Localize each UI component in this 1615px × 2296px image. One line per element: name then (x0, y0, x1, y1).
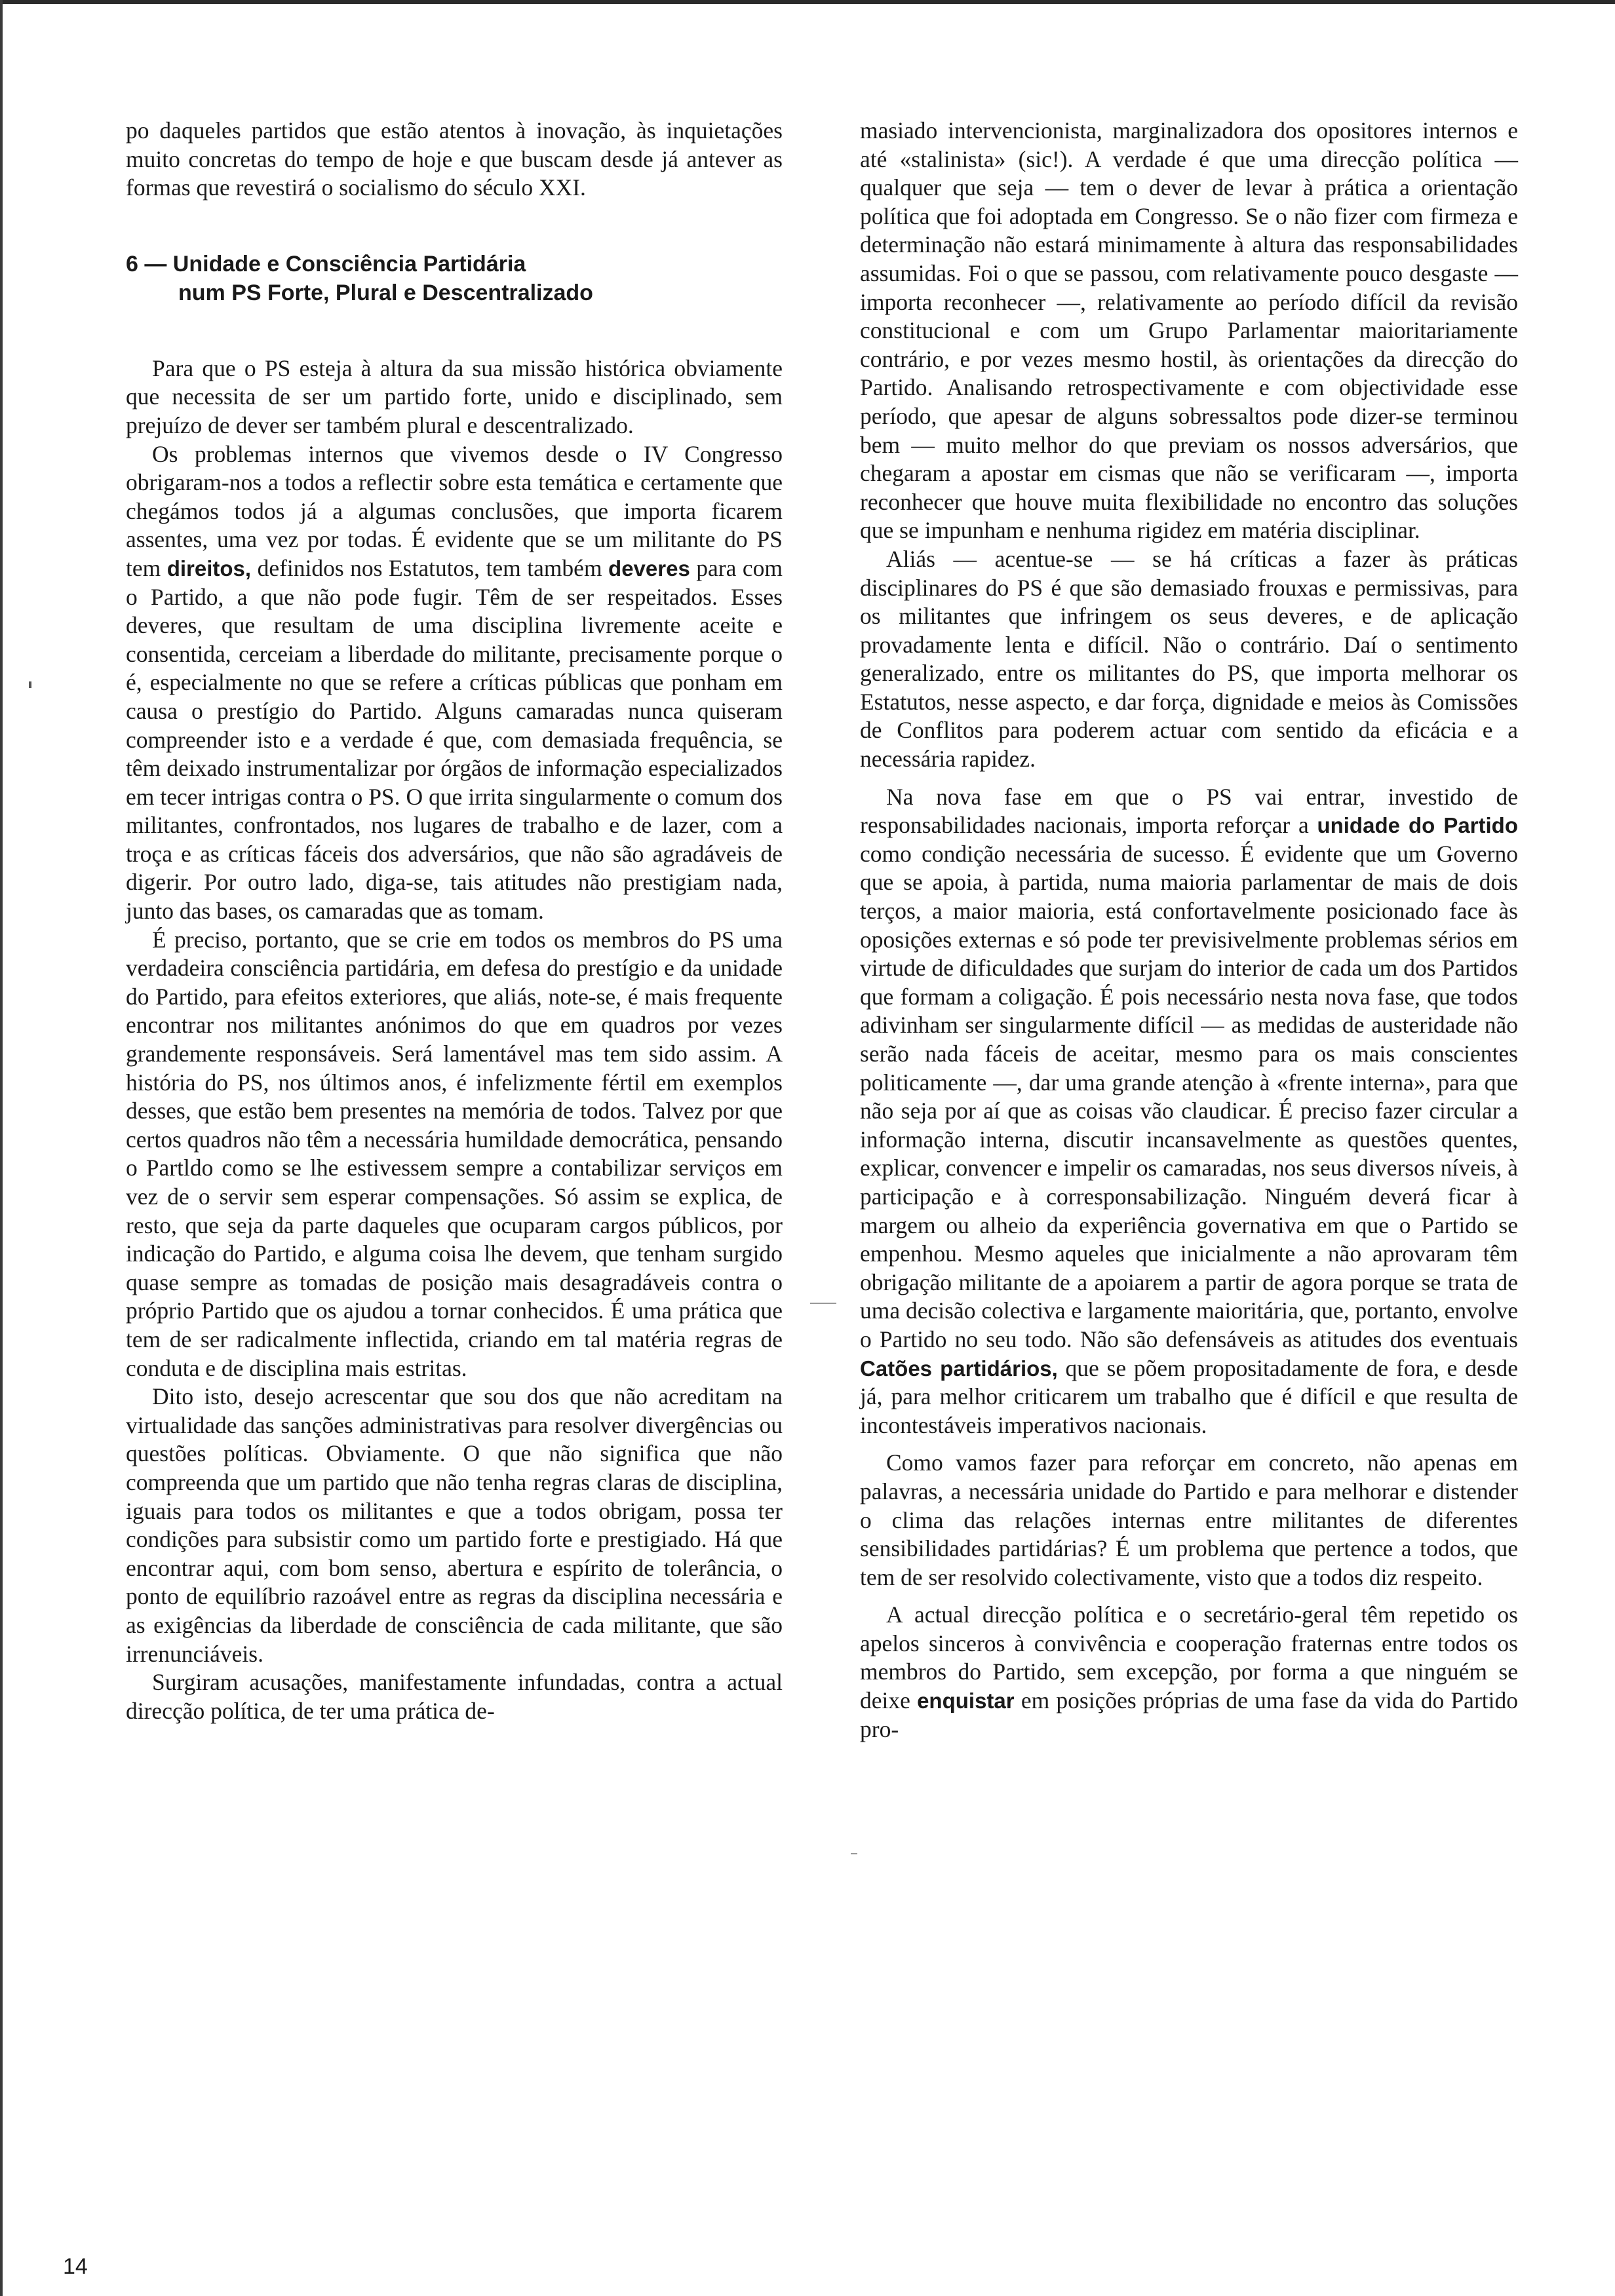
scan-speck (810, 1303, 836, 1304)
paragraph: A actual direcção política e o secretário-geral têm repetido os apelos sinceros à convivência e cooperação fraternas entre todos os membros do Partido, sem excepção, por forma a que ninguém se deixe enquistar em posições próprias de uma fase da vida do Partido pro- (860, 1601, 1518, 1742)
section-heading (126, 250, 783, 307)
right-column (860, 117, 1518, 1744)
bold-term: enquistar (917, 1689, 1015, 1713)
bold-term: deveres (608, 556, 690, 581)
paragraph: Aliás — acentue-se — se há críticas a fazer às práticas disciplinares do PS é que são demasiado frouxas e permissivas, para os militantes que infringem os seus deveres, e de aplicação provadamente lenta e difícil. Não o contrário. Daí o sentimento generalizado, entre os militantes do PS, que importa melhorar os Estatutos, nesse aspecto, e dar força, dignidade e meios às Comissões de Conflitos para poderem actuar com sentido da eficácia e a necessária rapidez. (860, 545, 1518, 773)
bold-term: unidade do Partido (1317, 813, 1518, 838)
paragraph: Na nova fase em que o PS vai entrar, investido de responsabilidades nacionais, importa reforçar a unidade do Partido como condição necessária de sucesso. É evidente que um Governo que se apoia, à partida, numa maioria parlamentar de mais de dois terços, a maior maioria, está confortavelmente posicionado face às oposições externas e só pode ter previsivelmente problemas sérios em virtude de dificuldades que surjam do interior de cada um dos Partidos que formam a coligação. É pois necessário nesta nova fase, que todos adivinham ser singularmente difícil — as medidas de austeridade não serão nada fáceis de aceitar, mesmo para os mais conscientes politicamente —, dar uma grande atenção à «frente interna», para que não seja por aí que as coisas vão claudicar. É preciso fazer circular a informação interna, discutir incansavelmente as questões quentes, explicar, convencer e impelir os camaradas, nos seus diversos níveis, à participação e à corresponsabilização. Ninguém deverá ficar à margem ou alheio da experiência governativa em que o Partido se empenhou. Mesmo aqueles que inicialmente a não aprovaram têm obrigação militante de a apoiarem a partir de agora porque se trata de uma decisão colectiva e largamente maioritária, que, portanto, envolve o Partido no seu todo. Não são defensáveis as atitudes dos eventuais Catões partidários, que se põem propositadamente de fora, e desde já, para melhor criticarem um trabalho que é difícil e que resulta de incontestáveis imperativos nacionais. (860, 783, 1518, 1438)
paragraph: Para que o PS esteja à altura da sua missão histórica obviamente que necessita de ser um partido forte, unido e disciplinado, sem prejuízo de dever ser também plural e descentralizado. (126, 354, 783, 438)
paragraph: po daqueles partidos que estão atentos à inovação, às inquietações muito concretas do tempo de hoje e que buscam desde já antever as formas que revestirá o socialismo do século XXI. (126, 117, 783, 201)
heading-line-1: 6 — Unidade e Consciência Partidária (126, 251, 526, 277)
paragraph: Surgiram acusações, manifestamente infundadas, contra a actual direcção política, de ter uma prática de- (126, 1669, 783, 1724)
bold-term: Catões partidários, (860, 1356, 1058, 1381)
paragraph: Os problemas internos que vivemos desde o IV Congresso obrigaram-nos a todos a reflectir sobre esta temática e certamente que chegámos todos já a algumas conclusões, que importa ficarem assentes, uma vez por todas. É evidente que se um militante do PS tem direitos, definidos nos Estatutos, tem também deveres para com o Partido, a que não pode fugir. Têm de ser respeitados. Esses deveres, que resultam de uma disciplina livremente aceite e consentida, cerceiam a liberdade do militante, precisamente porque o é, especialmente no que se refere a críticas públicas que ponham em causa o prestígio do Partido. Alguns camaradas nunca quiseram compreender isto e a verdade é que, com demasiada frequência, se têm deixado instrumentalizar por órgãos de informação especializados em tecer intrigas contra o PS. O que irrita singularmente o comum dos militantes, confrontados, nos lugares de trabalho e de lazer, com a troça e as críticas fáceis dos adversários, que não são agradáveis de digerir. Por outro lado, diga-se, tais atitudes não prestigiam nada, junto das bases, os camaradas que as tomam. (126, 440, 783, 925)
bold-term: direitos, (166, 556, 252, 581)
page-number: 14 (63, 2254, 88, 2279)
paragraph: Dito isto, desejo acrescentar que sou dos que não acreditam na virtualidade das sanções administrativas para resolver divergências ou questões políticas. Obviamente. O que não significa que não compreenda que um partido que não tenha regras claras de disciplina, iguais para todos os militantes e que a todos obrigam, possa ter condições para subsistir como um partido forte e prestigiado. Há que encontrar aqui, com bom senso, abertura e espírito de tolerância, o ponto de equilíbrio razoável entre as regras da disciplina necessária e as exigências da liberdade de consciência de cada militante, que são irrenunciáveis. (126, 1383, 783, 1667)
paragraph: É preciso, portanto, que se crie em todos os membros do PS uma verdadeira consciência partidária, em defesa do prestígio e da unidade do Partido, para efeitos exteriores, que aliás, note-se, é mais frequente encontrar nos militantes anónimos do que em quadros por vezes grandemente responsáveis. Será lamentável mas tem sido assim. A história do PS, nos últimos anos, é infelizmente fértil em exemplos desses, que estão bem presentes na memória de todos. Talvez por que certos quadros não têm a necessária humildade democrática, pensando o Partldo como se lhe estivessem sempre a contabilizar serviços em vez de o servir sem esperar compensações. Só assim se explica, de resto, que seja da parte daqueles que ocuparam cargos públicos, por indicação do Partido, e alguma coisa lhe devem, que tenham surgido quase sempre as tomadas de posição mais desagradáveis contra o próprio Partido que os ajudou a tornar conhecidos. É uma prática que tem de ser radicalmente inflectida, criando em tal matéria regras de conduta e de disciplina mais estritas. (126, 926, 783, 1381)
left-column (126, 117, 783, 1725)
heading-line-2: num PS Forte, Plural e Descentralizado (178, 280, 593, 305)
scan-top-border (0, 0, 1615, 4)
scan-speck (851, 1853, 857, 1854)
paragraph: Como vamos fazer para reforçar em concreto, não apenas em palavras, a necessária unidade do Partido e para melhorar e distender o clima das relações internas entre militantes de diferentes sensibilidades partidárias? É um problema que pertence a todos, que tem de ser resolvido colectivamente, visto que a todos diz respeito. (860, 1449, 1518, 1590)
scan-speck (29, 681, 31, 688)
scan-left-border (0, 0, 3, 2296)
paragraph: masiado intervencionista, marginalizadora dos opositores internos e até «stalinista» (sic!). A verdade é que uma direcção política — qualquer que seja — tem o dever de levar à prática a orientação política que foi adoptada em Congresso. Se o não fizer com firmeza e determinação não estará minimamente à altura das responsabilidades assumidas. Foi o que se passou, com relativamente pouco desgaste — importa reconhecer —, relativamente ao período difícil da revisão constitucional e com um Grupo Parlamentar maioritariamente contrário, e por vezes mesmo hostil, às orientações da direcção do Partido. Analisando retrospectivamente e com objectividade esse período, que apesar de alguns sobressaltos pode dizer-se terminou bem — muito melhor do que previam os nossos adversários, que chegaram a apostar em cismas que não se verificaram —, importa reconhecer que houve muita flexibilidade no encontro das soluções que se impunham e nenhuma rigidez em matéria disciplinar. (860, 117, 1518, 544)
